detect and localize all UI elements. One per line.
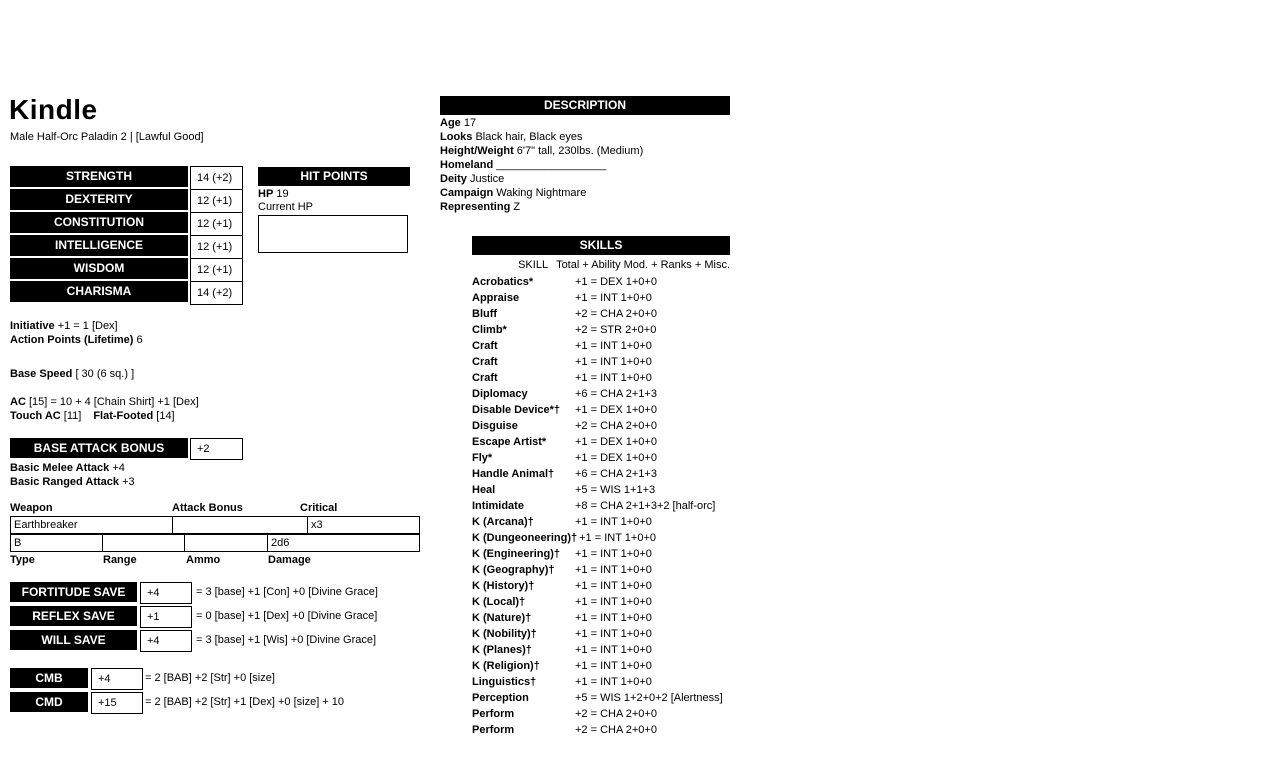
ability-value[interactable]: 14 (+2)	[190, 281, 243, 305]
touch-ac-label: Touch AC	[10, 410, 61, 422]
ability-label: DEXTERITY	[10, 189, 188, 210]
skill-row	[472, 691, 730, 707]
base-speed-line	[10, 368, 134, 382]
description-field	[440, 159, 730, 173]
ability-row	[10, 189, 253, 212]
skills-header: SKILLS	[472, 236, 730, 255]
skill-value: +1 = INT 1+0+0	[575, 564, 652, 576]
description-field-value: 6'7" tall, 230lbs. (Medium)	[516, 145, 644, 157]
skill-value: +1 = INT 1+0+0	[575, 676, 652, 688]
ranged-attack-label: Basic Ranged Attack	[10, 476, 120, 488]
skill-row	[472, 435, 730, 451]
skill-row	[472, 403, 730, 419]
skill-row	[472, 499, 730, 515]
skill-name: Perform	[472, 724, 515, 736]
description-header: DESCRIPTION	[440, 96, 730, 115]
skill-row	[472, 275, 730, 291]
skill-value: +1 = INT 1+0+0	[575, 548, 652, 560]
skill-row	[472, 659, 730, 675]
skills-section	[472, 236, 730, 739]
skill-name: Linguistics†	[472, 676, 537, 688]
skill-row	[472, 323, 730, 339]
save-value[interactable]: +4	[140, 582, 192, 604]
skill-name: Intimidate	[472, 500, 524, 512]
ability-label: INTELLIGENCE	[10, 235, 188, 256]
skill-value: +1 = DEX 1+0+0	[575, 452, 657, 464]
skill-row	[472, 563, 730, 579]
ability-value[interactable]: 12 (+1)	[190, 212, 243, 236]
combat-maneuver-formula: = 2 [BAB] +2 [Str] +0 [size]	[145, 672, 275, 684]
skill-name: K (Arcana)†	[472, 516, 534, 528]
ac-line	[10, 396, 199, 410]
description-field-label: Height/Weight	[440, 145, 514, 157]
touch-ac-line	[10, 410, 175, 424]
skills-column-header	[472, 259, 730, 272]
hp-line	[258, 188, 410, 201]
skill-row	[472, 307, 730, 323]
skill-value: +5 = WIS 1+1+3	[575, 484, 656, 496]
description-field	[440, 201, 730, 215]
description-field-label: Campaign	[440, 187, 494, 199]
character-summary: Male Half-Orc Paladin 2 | [Lawful Good]	[10, 131, 204, 143]
attack-bonus-col-header: Attack Bonus	[172, 502, 243, 514]
weapon-row-2	[10, 534, 420, 552]
hp-label: HP	[258, 188, 274, 200]
ability-label: WISDOM	[10, 258, 188, 279]
skill-name: Heal	[472, 484, 496, 496]
damage-col-header: Damage	[268, 554, 311, 566]
action-points-label: Action Points (Lifetime)	[10, 334, 134, 346]
description-field	[440, 145, 730, 159]
weapon-range-cell[interactable]	[102, 534, 185, 552]
skill-row	[472, 627, 730, 643]
skill-name: Craft	[472, 340, 498, 352]
weapon-attack-bonus-cell[interactable]	[172, 516, 308, 534]
base-attack-section	[10, 438, 253, 460]
skill-name: Handle Animal†	[472, 468, 555, 480]
skill-value: +1 = INT 1+0+0	[575, 372, 652, 384]
skill-name: K (History)†	[472, 580, 535, 592]
touch-ac-value: [11]	[63, 410, 82, 422]
skill-name: Appraise	[472, 292, 520, 304]
base-attack-header: BASE ATTACK BONUS	[10, 438, 188, 458]
skill-col-label: SKILL	[518, 259, 549, 271]
skill-value: +2 = CHA 2+0+0	[575, 308, 657, 320]
save-value[interactable]: +1	[140, 606, 192, 628]
skill-row	[472, 419, 730, 435]
skill-row	[472, 611, 730, 627]
skill-row	[472, 355, 730, 371]
skill-name: Escape Artist*	[472, 436, 547, 448]
skill-value: +1 = INT 1+0+0	[575, 580, 652, 592]
weapon-damage-cell[interactable]: 2d6	[267, 534, 420, 552]
description-field	[440, 187, 730, 201]
weapon-ammo-cell[interactable]	[184, 534, 268, 552]
ability-value[interactable]: 12 (+1)	[190, 189, 243, 213]
weapon-critical-cell[interactable]: x3	[307, 516, 420, 534]
ranged-attack-value: +3	[122, 476, 135, 488]
combat-maneuver-value[interactable]: +15	[91, 692, 143, 714]
skill-name: K (Geography)†	[472, 564, 555, 576]
skill-value: +6 = CHA 2+1+3	[575, 388, 657, 400]
save-label: FORTITUDE SAVE	[10, 582, 137, 602]
skill-row	[472, 547, 730, 563]
skill-row	[472, 483, 730, 499]
skill-value: +6 = CHA 2+1+3	[575, 468, 657, 480]
ability-row	[10, 166, 253, 189]
skill-value: +2 = CHA 2+0+0	[575, 420, 657, 432]
base-speed-label: Base Speed	[10, 368, 73, 380]
skill-row	[472, 467, 730, 483]
weapon-col-header: Weapon	[10, 502, 53, 514]
skill-value: +1 = INT 1+0+0	[575, 628, 652, 640]
skill-value: +1 = INT 1+0+0	[575, 660, 652, 672]
melee-attack-value: +4	[112, 462, 125, 474]
skill-name: Perform	[472, 708, 515, 720]
initiative-label: Initiative	[10, 320, 55, 332]
combat-maneuver-value[interactable]: +4	[91, 668, 143, 690]
skill-value: +2 = STR 2+0+0	[575, 324, 657, 336]
description-section	[440, 96, 730, 215]
range-col-header: Range	[103, 554, 137, 566]
critical-col-header: Critical	[300, 502, 338, 514]
ability-label: CHARISMA	[10, 281, 188, 302]
skill-row	[472, 579, 730, 595]
skill-name: K (Local)†	[472, 596, 526, 608]
base-attack-value[interactable]: +2	[190, 438, 243, 460]
base-speed-value: [ 30 (6 sq.) ]	[75, 368, 135, 380]
weapon-name-cell[interactable]: Earthbreaker	[10, 516, 173, 534]
skill-row	[472, 707, 730, 723]
skill-row	[472, 371, 730, 387]
action-points-line	[10, 334, 143, 348]
description-field-label: Age	[440, 117, 461, 129]
description-field-label: Deity	[440, 173, 467, 185]
skill-value: +8 = CHA 2+1+3+2 [half-orc]	[575, 500, 716, 512]
ammo-col-header: Ammo	[186, 554, 221, 566]
melee-attack-label: Basic Melee Attack	[10, 462, 110, 474]
description-field-label: Looks	[440, 131, 473, 143]
skill-value: +1 = INT 1+0+0	[575, 340, 652, 352]
skill-name: Acrobatics*	[472, 276, 534, 288]
save-formula: = 3 [base] +1 [Wis] +0 [Divine Grace]	[196, 634, 377, 646]
skill-name: Perception	[472, 692, 529, 704]
abilities-table	[10, 166, 253, 304]
save-label: WILL SAVE	[10, 630, 137, 650]
ability-row	[10, 212, 253, 235]
skill-row	[472, 675, 730, 691]
skill-name: Climb*	[472, 324, 507, 336]
skill-row	[472, 515, 730, 531]
skill-value: +1 = DEX 1+0+0	[575, 276, 657, 288]
current-hp-label: Current HP	[258, 201, 314, 213]
combat-maneuver-label: CMD	[10, 692, 88, 712]
ability-row	[10, 281, 253, 304]
ac-label: AC	[10, 396, 26, 408]
save-value[interactable]: +4	[140, 630, 192, 652]
description-field-value: Z	[513, 201, 521, 213]
skill-value: +1 = INT 1+0+0	[575, 292, 652, 304]
description-field-label: Homeland	[440, 159, 494, 171]
skill-value: +2 = CHA 2+0+0	[575, 708, 657, 720]
skill-row	[472, 723, 730, 739]
save-label: REFLEX SAVE	[10, 606, 137, 626]
ability-value[interactable]: 12 (+1)	[190, 258, 243, 282]
current-hp-input[interactable]	[258, 215, 408, 253]
skill-name: Fly*	[472, 452, 493, 464]
skill-name: Bluff	[472, 308, 498, 320]
description-field-value: 17	[463, 117, 477, 129]
melee-attack-line	[10, 462, 125, 476]
skill-row	[472, 387, 730, 403]
ability-row	[10, 235, 253, 258]
skill-formula-col-label: Total + Ability Mod. + Ranks + Misc.	[556, 259, 730, 271]
ability-value[interactable]: 14 (+2)	[190, 166, 243, 190]
skill-name: Disguise	[472, 420, 518, 432]
skill-value: +1 = INT 1+0+0	[575, 356, 652, 368]
description-field-value: Black hair, Black eyes	[475, 131, 583, 143]
skill-name: Craft	[472, 356, 498, 368]
skill-name: Disable Device*†	[472, 404, 561, 416]
skill-row	[472, 643, 730, 659]
character-name: Kindle	[9, 94, 98, 125]
weapon-type-cell[interactable]: B	[10, 534, 103, 552]
skill-name: K (Planes)†	[472, 644, 532, 656]
description-field-value: Justice	[469, 173, 505, 185]
skill-value: +1 = INT 1+0+0	[575, 644, 652, 656]
ranged-attack-line	[10, 476, 135, 490]
weapon-row-1	[10, 516, 420, 534]
initiative-value: +1 = 1 [Dex]	[57, 320, 118, 332]
skill-value: +1 = DEX 1+0+0	[575, 436, 657, 448]
description-field-value: __________________	[496, 159, 607, 171]
skill-name: Craft	[472, 372, 498, 384]
skill-value: +2 = CHA 2+0+0	[575, 724, 657, 736]
skill-name: K (Engineering)†	[472, 548, 561, 560]
skill-row	[472, 595, 730, 611]
skill-name: Diplomacy	[472, 388, 528, 400]
skill-name: K (Nobility)†	[472, 628, 537, 640]
skill-row	[472, 339, 730, 355]
skill-row	[472, 451, 730, 467]
skill-name: K (Nature)†	[472, 612, 532, 624]
save-formula: = 0 [base] +1 [Dex] +0 [Divine Grace]	[196, 610, 378, 622]
ability-value[interactable]: 12 (+1)	[190, 235, 243, 259]
skill-name: K (Dungeoneering)†	[472, 532, 578, 544]
weapons-table	[10, 502, 420, 568]
skill-value: +1 = INT 1+0+0	[575, 612, 652, 624]
ability-label: STRENGTH	[10, 166, 188, 187]
skill-row	[472, 291, 730, 307]
description-field	[440, 117, 730, 131]
ability-row	[10, 258, 253, 281]
action-points-value: 6	[136, 334, 143, 346]
description-field	[440, 173, 730, 187]
skill-value: +1 = INT 1+0+0	[579, 532, 656, 544]
description-field-label: Representing	[440, 201, 511, 213]
save-formula: = 3 [base] +1 [Con] +0 [Divine Grace]	[196, 586, 378, 598]
hit-points-section	[258, 167, 410, 253]
skill-name: K (Religion)†	[472, 660, 540, 672]
ability-label: CONSTITUTION	[10, 212, 188, 233]
combat-maneuver-formula: = 2 [BAB] +2 [Str] +1 [Dex] +0 [size] + 10	[145, 696, 345, 708]
skill-row	[472, 531, 730, 547]
description-field	[440, 131, 730, 145]
hp-value: 19	[276, 188, 289, 200]
hit-points-header: HIT POINTS	[258, 167, 410, 186]
skill-value: +1 = INT 1+0+0	[575, 516, 652, 528]
combat-maneuver-label: CMB	[10, 668, 88, 688]
flat-footed-label: Flat-Footed	[93, 410, 154, 422]
initiative-line	[10, 320, 118, 334]
skill-value: +5 = WIS 1+2+0+2 [Alertness]	[575, 692, 723, 704]
skill-value: +1 = INT 1+0+0	[575, 596, 652, 608]
type-col-header: Type	[10, 554, 35, 566]
description-field-value: Waking Nightmare	[496, 187, 587, 199]
ac-value: [15] = 10 + 4 [Chain Shirt] +1 [Dex]	[28, 396, 199, 408]
skill-value: +1 = DEX 1+0+0	[575, 404, 657, 416]
flat-footed-value: [14]	[156, 410, 175, 422]
